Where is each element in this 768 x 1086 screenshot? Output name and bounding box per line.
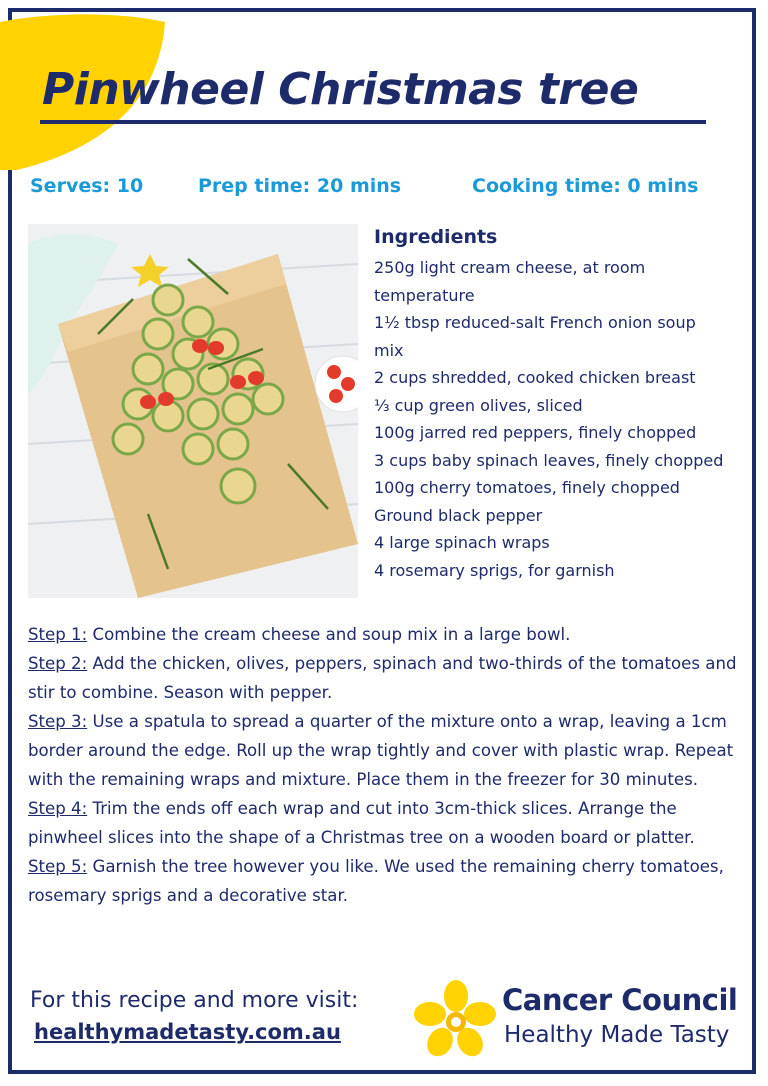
footer-text: For this recipe and more visit: xyxy=(30,988,359,1013)
ingredient-line: ⅓ cup green olives, sliced xyxy=(374,395,583,415)
step-text: Use a spatula to spread a quarter of the mixture onto a wrap, leaving a 1cm border around the edge. Roll up the wrap tightly and cover with plastic wrap. Repeat with the remaining wraps and mixture. Place them in the freezer for 30 minutes. xyxy=(28,712,734,789)
step-label: Step 2: xyxy=(28,654,88,673)
logo-tagline: Healthy Made Tasty xyxy=(504,1022,730,1048)
step-label: Step 5: xyxy=(28,857,88,876)
method-step xyxy=(28,707,748,794)
prep-time-info: Prep time: 20 mins xyxy=(198,175,402,197)
ingredient-line: Ground black pepper xyxy=(374,505,543,525)
ingredient-line: 100g cherry tomatoes, finely chopped xyxy=(374,478,680,497)
step-label: Step 4: xyxy=(28,799,88,818)
step-label: Step 3: xyxy=(28,712,88,731)
step-text: Combine the cream cheese and soup mix in a large bowl. xyxy=(87,625,571,644)
ingredient-line: mix xyxy=(374,340,404,360)
website-link[interactable]: healthymadetasty.com.au xyxy=(34,1020,341,1044)
cooking-time-info: Cooking time: 0 mins xyxy=(472,175,699,197)
step-text: Garnish the tree however you like. We used the remaining cherry tomatoes, rosemary sprigs and a decorative star. xyxy=(28,857,724,905)
ingredient-line: 4 large spinach wraps xyxy=(374,533,550,552)
ingredients-list xyxy=(374,254,754,584)
method-step xyxy=(28,794,748,852)
serves-info: Serves: 10 xyxy=(30,175,144,197)
ingredient-line: 100g jarred red peppers, finely chopped xyxy=(374,423,697,442)
ingredient-line: 3 cups baby spinach leaves, finely chopped xyxy=(374,450,724,470)
step-text: Add the chicken, olives, peppers, spinach and two-thirds of the tomatoes and stir to combine. Season with pepper. xyxy=(28,654,737,702)
title-underline xyxy=(40,120,706,124)
step-text: Trim the ends off each wrap and cut into 3cm-thick slices. Arrange the pinwheel slices into the shape of a Christmas tree on a wooden board or platter. xyxy=(28,799,695,847)
step-label: Step 1: xyxy=(28,625,88,644)
recipe-photo xyxy=(28,224,358,598)
ingredient-line: 4 rosemary sprigs, for garnish xyxy=(374,560,615,580)
ingredient-line: 250g light cream cheese, at room xyxy=(374,258,646,277)
method-step xyxy=(28,620,748,649)
ingredient-line: 1½ tbsp reduced-salt French onion soup xyxy=(374,313,696,332)
ingredient-line: 2 cups shredded, cooked chicken breast xyxy=(374,368,696,387)
method-section xyxy=(28,620,748,910)
method-step xyxy=(28,852,748,910)
logo-name: Cancer Council xyxy=(502,983,738,1017)
ingredients-section xyxy=(374,226,754,584)
ingredients-heading: Ingredients xyxy=(374,226,498,248)
method-step xyxy=(28,649,748,707)
page-title: Pinwheel Christmas tree xyxy=(42,64,639,115)
ingredient-line: temperature xyxy=(374,285,475,305)
daffodil-icon xyxy=(414,978,498,1062)
